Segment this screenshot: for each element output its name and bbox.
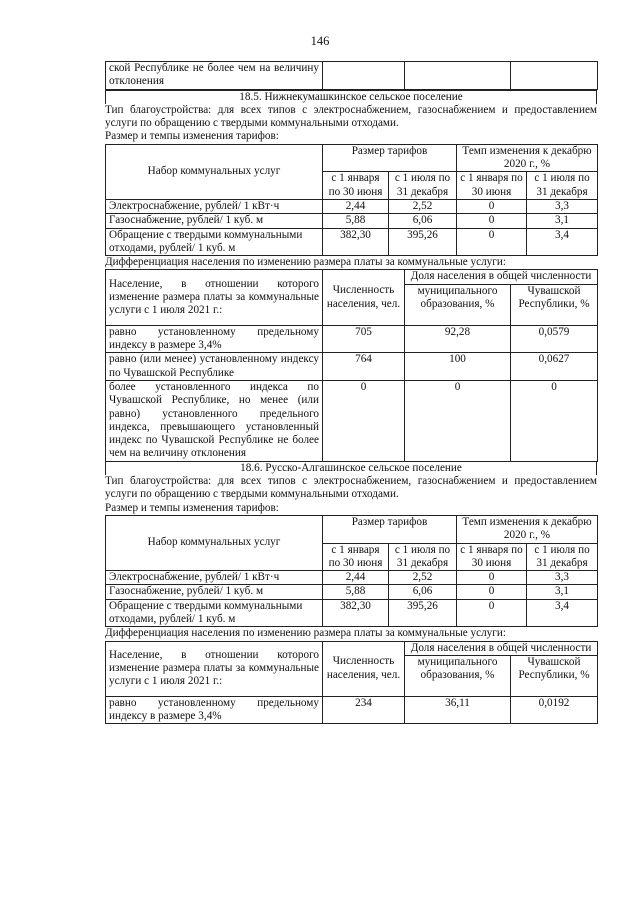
tariff-value: 382,30 [323,599,389,627]
tariffs-caption: Размер и темпы изменения тарифов: [105,130,279,143]
tariff-value: 382,30 [323,228,389,256]
republic-share: 0,0579 [511,325,598,353]
tariff-value: 6,06 [389,214,457,228]
header-share: Доля населения в общей численности [405,641,598,655]
population-count: 764 [323,353,405,381]
tariffs-table [105,144,598,256]
differentiation-caption: Дифференциация населения по изменению размера платы за коммунальные услуги: [105,256,506,269]
header-population: Население, в отношении которого изменение размера платы за коммунальные услуги с 1 июля 2021 г.: [106,270,323,325]
tariff-value: 6,06 [389,585,457,599]
service-name: Электроснабжение, рублей/ 1 кВт·ч [106,199,323,213]
population-category: более установленного индекса по Чувашской Республике, но менее (или равно) установленного предельного индекса, превышающего установленный индекс по Чувашской Республике не более чем на величину отклонения [106,380,323,461]
tariff-value: 5,88 [323,214,389,228]
tariff-value: 395,26 [389,228,457,256]
table-row [106,325,598,353]
header-service: Набор коммунальных услуг [106,515,323,570]
table-row [106,380,598,461]
header-tariff-size: Размер тарифов [323,515,457,543]
subheader-republic: Чувашской Республики, % [511,284,598,325]
header-change-rate: Темп изменения к декабрю 2020 г., % [457,144,598,172]
rate-value: 3,3 [527,571,598,585]
header-count: Численность населения, чел. [323,270,405,325]
rate-value: 0 [457,571,527,585]
document-body [105,61,597,724]
header-service: Набор коммунальных услуг [106,144,323,199]
republic-share: 0 [511,380,598,461]
header-tariff-size: Размер тарифов [323,144,457,172]
table-header-row [106,270,598,284]
population-category: равно (или менее) установленному индексу по Чувашской Республике [106,353,323,381]
population-count: 234 [323,696,405,724]
subheader-jul: с 1 июля по 31 декабря [527,172,598,200]
table-header-row [106,641,598,655]
republic-share: 0,0627 [511,353,598,381]
subheader-municipal: муниципального образования, % [405,284,511,325]
rate-value: 0 [457,199,527,213]
service-name: Обращение с твердыми коммунальными отходами, рублей/ 1 куб. м [106,228,323,256]
service-name: Электроснабжение, рублей/ 1 кВт·ч [106,571,323,585]
table-row [106,228,598,256]
subheader-republic: Чувашской Республики, % [511,655,598,696]
header-change-rate: Темп изменения к декабрю 2020 г., % [457,515,598,543]
carry-over-text: ской Республике не более чем на величину отклонения [106,62,323,90]
rate-value: 3,1 [527,585,598,599]
section-title: 18.5. Нижнекумашкинское сельское поселение [105,90,597,104]
tariff-value: 2,44 [323,199,389,213]
improvement-type-text: Тип благоустройства: для всех типов с электроснабжением, газоснабжением и предоставлением услуги по обращению с твердыми коммунальными отходами. [105,103,597,130]
table-row [106,696,598,724]
improvement-type-text: Тип благоустройства: для всех типов с электроснабжением, газоснабжением и предоставлением услуги по обращению с твердыми коммунальными отходами. [105,475,597,501]
carry-over-table [105,61,598,90]
municipal-share: 100 [405,353,511,381]
municipal-share: 36,11 [405,696,511,724]
rate-value: 0 [457,585,527,599]
rate-value: 0 [457,599,527,627]
tariffs-table [105,515,598,627]
subheader-jul: с 1 июля по 31 декабря [527,543,598,571]
table-row [106,62,598,90]
subheader-jan: с 1 января по 30 июня [457,172,527,200]
tariff-value: 2,52 [389,571,457,585]
subheader-jul: с 1 июля по 31 декабря [389,172,457,200]
table-row [106,199,598,213]
table-row [106,571,598,585]
section-title: 18.6. Русско-Алгашинское сельское поселение [105,462,597,475]
rate-value: 3,1 [527,214,598,228]
page-number: 146 [310,34,330,48]
subheader-jan: с 1 января по 30 июня [457,543,527,571]
subheader-jan: с 1 января по 30 июня [323,543,389,571]
service-name: Газоснабжение, рублей/ 1 куб. м [106,585,323,599]
population-category: равно установленному предельному индексу в размере 3,4% [106,325,323,353]
rate-value: 3,3 [527,199,598,213]
subheader-jan: с 1 января по 30 июня [323,172,389,200]
header-share: Доля населения в общей численности [405,270,598,284]
differentiation-caption: Дифференциация населения по изменению размера платы за коммунальные услуги: [105,627,506,640]
tariff-value: 395,26 [389,599,457,627]
table-header-row [106,144,598,172]
municipal-share: 92,28 [405,325,511,353]
service-name: Обращение с твердыми коммунальными отходами, рублей/ 1 куб. м [106,599,323,627]
population-count: 0 [323,380,405,461]
tariff-value: 2,52 [389,199,457,213]
table-header-row [106,515,598,543]
municipal-share: 0 [405,380,511,461]
population-category: равно установленному предельному индексу в размере 3,4% [106,696,323,724]
republic-share: 0,0192 [511,696,598,724]
table-row [106,585,598,599]
subheader-municipal: муниципального образования, % [405,655,511,696]
table-row [106,353,598,381]
table-row [106,599,598,627]
rate-value: 0 [457,214,527,228]
tariff-value: 5,88 [323,585,389,599]
population-count: 705 [323,325,405,353]
rate-value: 3,4 [527,599,598,627]
tariff-value: 2,44 [323,571,389,585]
subheader-jul: с 1 июля по 31 декабря [389,543,457,571]
header-count: Численность населения, чел. [323,641,405,696]
differentiation-table [105,269,598,461]
header-population: Население, в отношении которого изменение размера платы за коммунальные услуги с 1 июля 2021 г.: [106,641,323,696]
differentiation-table [105,641,598,725]
tariffs-caption: Размер и темпы изменения тарифов: [105,501,279,514]
rate-value: 0 [457,228,527,256]
rate-value: 3,4 [527,228,598,256]
service-name: Газоснабжение, рублей/ 1 куб. м [106,214,323,228]
table-row [106,214,598,228]
